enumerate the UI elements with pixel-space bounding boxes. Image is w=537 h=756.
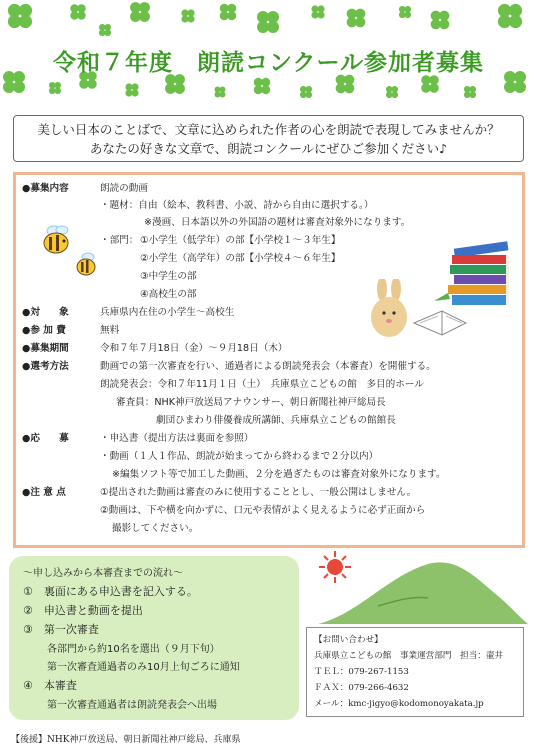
chui-item-1: ①提出された動画は審査のみに使用することとし、一般公開はしません。 — [100, 487, 417, 498]
contact-org: 兵庫県立こどもの館 事業運営部門 担当：壷井 — [314, 651, 504, 661]
flow-step-2: ② 申込書と動画を提出 — [23, 604, 143, 617]
flow-step-3a: 各部門から約10名を選出（９月下旬） — [47, 644, 220, 655]
contact-fax: ＦＡＸ：079-266-4632 — [314, 683, 409, 693]
mountain-icon — [318, 556, 528, 626]
sponsor-text: 【後援】NHK神戸放送局、朝日新聞社神戸総局、兵庫県 — [11, 735, 241, 745]
details-box — [13, 172, 525, 548]
obo-label: ●応 募 — [22, 433, 69, 444]
senko-value: 動画での第一次審査を行い、通過者による朗読発表会（本審査）を開催する。 — [100, 361, 436, 372]
bumon-item-3: ③中学生の部 — [140, 271, 197, 282]
page-title: 令和７年度 朗読コンクール参加者募集 — [52, 50, 485, 76]
chui-item-2b: 撮影してください。 — [112, 523, 199, 534]
boshu-value: 朗読の動画 — [100, 183, 148, 194]
flow-box — [9, 556, 299, 720]
flow-step-3: ③ 第一次審査 — [23, 623, 99, 636]
boshu-label: ●募集内容 — [22, 183, 69, 194]
bumon-label: ・部門： — [100, 235, 139, 246]
flow-step-4: ④ 本審査 — [23, 679, 77, 692]
obo-item-2: ・動画（１人１作品、朗読が始まってから終わるまで２分以内） — [100, 451, 379, 462]
kikan-label: ●募集期間 — [22, 343, 69, 354]
happyokai-text: 朗読発表会：令和７年11月１日（土） 兵庫県立こどもの館 多目的ホール — [100, 379, 424, 390]
daizai-text: ・題材：自由（絵本、教科書、小説、詩から自由に選択する。） — [100, 200, 374, 211]
flow-step-3b: 第一次審査通過者のみ10月上旬ごろに通知 — [47, 662, 240, 673]
shinsain-line-2: 劇団ひまわり俳優養成所講師、兵庫県立こどもの館館長 — [156, 415, 396, 426]
kikan-value: 令和７年７月18日（金）～９月18日（木） — [100, 343, 288, 354]
bumon-item-2: ②小学生（高学年）の部【小学校４～６年生】 — [140, 253, 341, 264]
bumon-item-1: ①小学生（低学年）の部【小学校１～３年生】 — [140, 235, 341, 246]
shinsain-line-1: 審査員：NHK神戸放送局アナウンサー、朝日新聞社神戸総局長 — [116, 397, 386, 408]
contact-heading: 【お問い合わせ】 — [314, 635, 383, 645]
taisho-value: 兵庫県内在住の小学生～高校生 — [100, 307, 235, 318]
flow-step-4a: 第一次審査通過者は朗読発表会へ出場 — [47, 700, 217, 711]
intro-line-1: 美しい日本のことばで、文章に込められた作者の心を朗読で表現してみませんか？ — [37, 122, 500, 137]
rabbit-icon — [356, 279, 476, 349]
flow-heading: ～申し込みから本審査までの流れ～ — [23, 568, 183, 579]
flow-step-1: ① 裏面にある申込書を記入する。 — [23, 585, 198, 598]
chui-label: ●注 意 点 — [22, 487, 66, 498]
senko-label: ●選考方法 — [22, 361, 69, 372]
obo-note: ※編集ソフト等で加工した動画、２分を過ぎたものは審査対象外になります。 — [112, 469, 446, 480]
contact-mail[interactable]: メール：kmc-jigyo@kodomonoyakata.jp — [314, 699, 484, 709]
contact-tel: ＴＥＬ：079-267-1153 — [314, 667, 409, 677]
taisho-label: ●対 象 — [22, 307, 69, 318]
bumon-item-4: ④高校生の部 — [140, 289, 197, 300]
sankahi-value: 無料 — [100, 325, 120, 336]
contact-box — [306, 627, 524, 717]
bee-icon — [40, 223, 106, 279]
intro-box — [13, 115, 524, 162]
intro-line-2: あなたの好きな文章で、朗読コンクールにぜひご参加ください♪ — [89, 141, 448, 156]
sankahi-label: ●参 加 費 — [22, 325, 66, 336]
daizai-note: ※漫画、日本語以外の外国語の題材は審査対象外になります。 — [144, 217, 411, 228]
chui-item-2a: ②動画は、下や横を向かずに、口元や表情がよく見えるように必ず正面から — [100, 505, 426, 516]
obo-item-1: ・申込書（提出方法は裏面を参照） — [100, 433, 254, 444]
